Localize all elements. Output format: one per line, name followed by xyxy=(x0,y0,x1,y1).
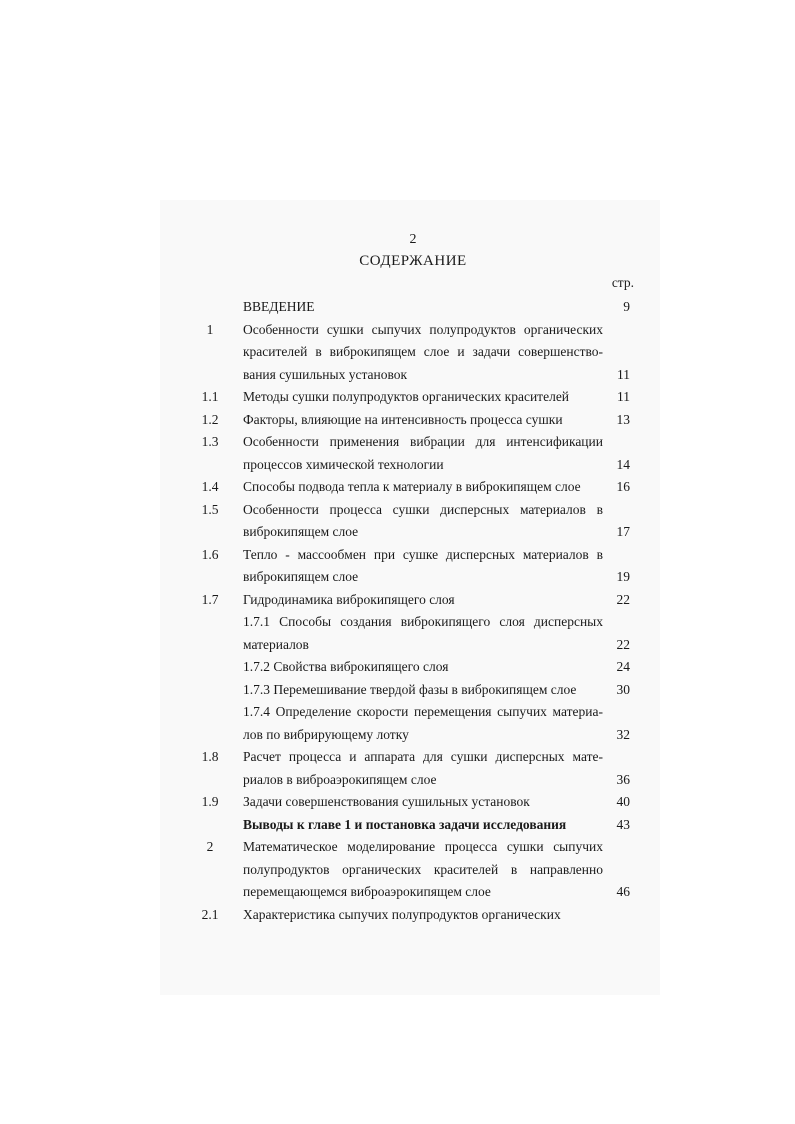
toc-entry-number: 1 xyxy=(206,321,214,337)
page-number: 2 xyxy=(409,232,417,247)
toc-entry-page: 9 xyxy=(623,299,630,314)
toc-entry-number: 1.5 xyxy=(201,501,219,517)
toc-entry-number: 1.3 xyxy=(201,434,219,449)
toc-entry-text: Характеристика сыпучих полупродуктов органических xyxy=(243,906,561,922)
toc-line xyxy=(0,611,795,634)
toc-entry[interactable] xyxy=(0,814,795,837)
toc-line xyxy=(0,746,795,769)
toc-entry-page: 46 xyxy=(616,884,630,899)
toc-entry-number: 1.9 xyxy=(201,794,219,809)
toc-line xyxy=(0,341,795,364)
toc-entry[interactable] xyxy=(0,836,795,904)
toc-line xyxy=(0,589,795,612)
toc-entry[interactable] xyxy=(0,319,795,387)
toc-entry-number: 2.1 xyxy=(201,906,219,922)
toc-line xyxy=(0,364,795,387)
toc-entry-number: 1.6 xyxy=(201,546,219,562)
toc-line xyxy=(0,386,795,409)
toc-entry-text: риалов в виброаэрокипящем слое xyxy=(243,771,437,787)
toc-entry-text: 1.7.2 Свойства виброкипящего слоя xyxy=(243,659,449,674)
toc-entry[interactable] xyxy=(0,611,795,656)
toc-entry[interactable] xyxy=(0,701,795,746)
toc-line xyxy=(0,476,795,499)
toc-entry-page: 22 xyxy=(616,636,630,652)
toc-entry-text: виброкипящем слое xyxy=(243,524,359,539)
toc-line xyxy=(0,409,795,432)
toc-line xyxy=(0,544,795,567)
toc-line xyxy=(0,634,795,657)
toc-entry-page: 16 xyxy=(616,479,630,494)
toc-entry[interactable] xyxy=(0,476,795,499)
toc-entry-text: 1.7.1 Способы создания виброкипящего слоя дисперсных xyxy=(243,614,603,629)
toc-line xyxy=(0,431,795,454)
toc-entry[interactable] xyxy=(0,544,795,589)
toc-entry-text: 1.7.4 Определение скорости перемещения сыпучих материа- xyxy=(243,704,603,719)
toc-entry-page: 36 xyxy=(616,771,630,787)
toc-entry-text: Гидродинамика виброкипящего слоя xyxy=(243,591,455,607)
toc-entry-number: 1.8 xyxy=(201,749,219,764)
toc-entry[interactable] xyxy=(0,431,795,476)
toc-line xyxy=(0,724,795,747)
toc-entry-text: виброкипящем слое xyxy=(243,569,359,584)
toc-entry-text: Тепло - массообмен при сушке дисперсных материалов в xyxy=(243,546,603,562)
toc-entry-page: 40 xyxy=(616,794,630,809)
toc-entry[interactable] xyxy=(0,679,795,702)
toc-entry-page: 11 xyxy=(617,389,630,404)
toc-line xyxy=(0,656,795,679)
toc-entry-number: 1.2 xyxy=(201,411,219,427)
toc-entry-text: Математическое моделирование процесса сушки сыпучих xyxy=(243,839,603,854)
toc-entry-page: 32 xyxy=(616,726,630,742)
toc-entry[interactable] xyxy=(0,409,795,432)
toc-entry[interactable] xyxy=(0,656,795,679)
toc-line xyxy=(0,296,795,319)
table-of-contents xyxy=(0,296,795,926)
toc-entry-text: вания сушильных установок xyxy=(243,366,408,382)
toc-entry-text: материалов xyxy=(243,636,309,652)
toc-entry-text: Выводы к главе 1 и постановка задачи исследования xyxy=(243,816,567,832)
toc-entry-text: Способы подвода тепла к материалу в виброкипящем слое xyxy=(243,479,581,494)
toc-entry[interactable] xyxy=(0,791,795,814)
toc-entry-page: 22 xyxy=(616,591,630,607)
toc-entry-page: 24 xyxy=(616,659,630,674)
toc-entry-text: Особенности применения вибрации для интенсификации xyxy=(243,434,603,449)
toc-entry-text: перемещающемся виброаэрокипящем слое xyxy=(243,884,491,899)
toc-entry-page: 43 xyxy=(616,816,630,832)
toc-line xyxy=(0,791,795,814)
toc-entry-text: 1.7.3 Перемешивание твердой фазы в виброкипящем слое xyxy=(243,681,577,697)
toc-line xyxy=(0,836,795,859)
toc-entry-page: 30 xyxy=(616,681,630,697)
toc-entry-text: Факторы, влияющие на интенсивность процесса сушки xyxy=(243,411,563,427)
toc-entry-text: Расчет процесса и аппарата для сушки дисперсных мате- xyxy=(243,749,603,764)
toc-entry[interactable] xyxy=(0,499,795,544)
toc-line xyxy=(0,859,795,882)
toc-entry-page: 14 xyxy=(616,456,630,472)
toc-entry-text: процессов химической технологии xyxy=(243,456,444,472)
toc-entry[interactable] xyxy=(0,589,795,612)
toc-entry-text: Методы сушки полупродуктов органических красителей xyxy=(243,389,570,404)
toc-entry-text: полупродуктов органических красителей в направленно xyxy=(243,861,603,877)
toc-entry-text: лов по вибрирующему лотку xyxy=(243,726,409,742)
toc-line xyxy=(0,904,795,927)
toc-entry-page: 17 xyxy=(616,524,630,539)
toc-entry-text: Задачи совершенствования сушильных установок xyxy=(243,794,530,809)
toc-entry-number: 2 xyxy=(206,839,214,854)
toc-line xyxy=(0,454,795,477)
toc-entry[interactable] xyxy=(0,386,795,409)
toc-line xyxy=(0,701,795,724)
page-column-label: стр. xyxy=(611,275,634,290)
toc-line xyxy=(0,566,795,589)
toc-line xyxy=(0,521,795,544)
toc-line xyxy=(0,881,795,904)
toc-entry-number: 1.7 xyxy=(201,591,219,607)
toc-entry-page: 11 xyxy=(617,366,630,382)
toc-entry[interactable] xyxy=(0,296,795,319)
toc-line xyxy=(0,679,795,702)
toc-entry-number: 1.1 xyxy=(201,389,219,404)
toc-entry-text: Особенности процесса сушки дисперсных материалов в xyxy=(243,501,603,517)
toc-entry-number: 1.4 xyxy=(201,479,219,494)
toc-entry-page: 13 xyxy=(616,411,630,427)
toc-line xyxy=(0,814,795,837)
toc-line xyxy=(0,319,795,342)
toc-line xyxy=(0,499,795,522)
toc-entry-text: Особенности сушки сыпучих полупродуктов органических xyxy=(243,321,603,337)
toc-line xyxy=(0,769,795,792)
toc-entry-page: 19 xyxy=(616,569,630,584)
page-title: СОДЕРЖАНИЕ xyxy=(359,253,467,269)
toc-entry[interactable] xyxy=(0,904,795,927)
toc-entry[interactable] xyxy=(0,746,795,791)
toc-entry-text: ВВЕДЕНИЕ xyxy=(243,299,315,314)
toc-entry-text: красителей в виброкипящем слое и задачи совершенство- xyxy=(243,344,603,359)
